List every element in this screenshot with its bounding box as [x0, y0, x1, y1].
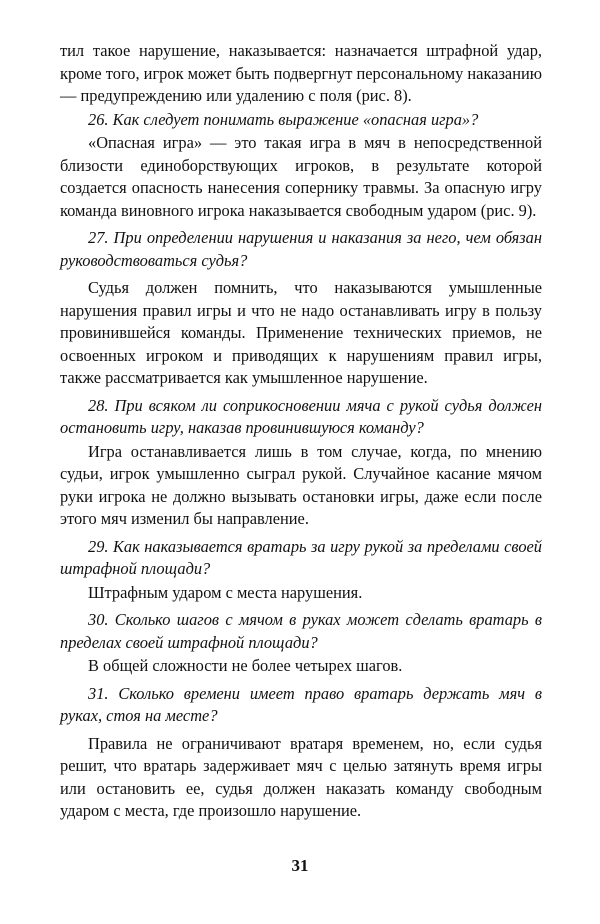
answer-paragraph: тил такое нарушение, наказывается: назначается штрафной удар, кроме того, игрок может быть подвергнут персональному наказанию — предупреждению или удалению с поля (рис. 8). — [60, 41, 542, 105]
question-30: 30. Сколько шагов с мячом в руках может сделать вратарь в пределах своей штрафной площади? — [60, 610, 542, 652]
page-number: 31 — [291, 856, 309, 875]
body-text — [60, 40, 542, 823]
answer-31: Правила не ограничивают вратаря временем, но, если судья решит, что вратарь задерживает мяч с целью затянуть время игры или остановить ее, судья должен наказать команду свободным ударом с места, где произошло нарушение. — [60, 733, 542, 820]
question-29: 29. Как наказывается вратарь за игру рукой за пределами своей штрафной площади? — [60, 536, 542, 578]
answer-27: Судья должен помнить, что наказываются умышленные нарушения правил игры и что не надо останавливать игру в пользу провинившейся команды. Применение технических приемов, не освоенных игроком и приводящих к нарушениям правил игры, также рассматривается как умышленное нарушение. — [60, 278, 542, 387]
question-26: 26. Как следует понимать выражение «опасная игра»? — [88, 109, 479, 129]
question-28: 28. При всяком ли соприкосновении мяча с рукой судья должен остановить игру, наказав провинившуюся команду? — [60, 395, 542, 437]
question-27: 27. При определении нарушения и наказания за него, чем обязан руководствоваться судья? — [60, 228, 542, 270]
question-31: 31. Сколько времени имеет право вратарь держать мяч в руках, стоя на месте? — [60, 683, 542, 725]
answer-29: Штрафным ударом с места нарушения. — [88, 582, 363, 602]
answer-26: «Опасная игра» — это такая игра в мяч в непосредственной близости единоборствующих игроков, в результате которой создается опасность нанесения сопернику травмы. За опасную игру команда виновного игрока наказывается свободным ударом (рис. 9). — [60, 133, 542, 220]
answer-28: Игра останавливается лишь в том случае, когда, по мнению судьи, игрок умышленно сыграл рукой. Случайное касание мячом руки игрока не должно вызывать остановки игры, даже если после этого мяч изменил бы направление. — [60, 441, 542, 528]
answer-30: В общей сложности не более четырех шагов. — [88, 656, 403, 675]
